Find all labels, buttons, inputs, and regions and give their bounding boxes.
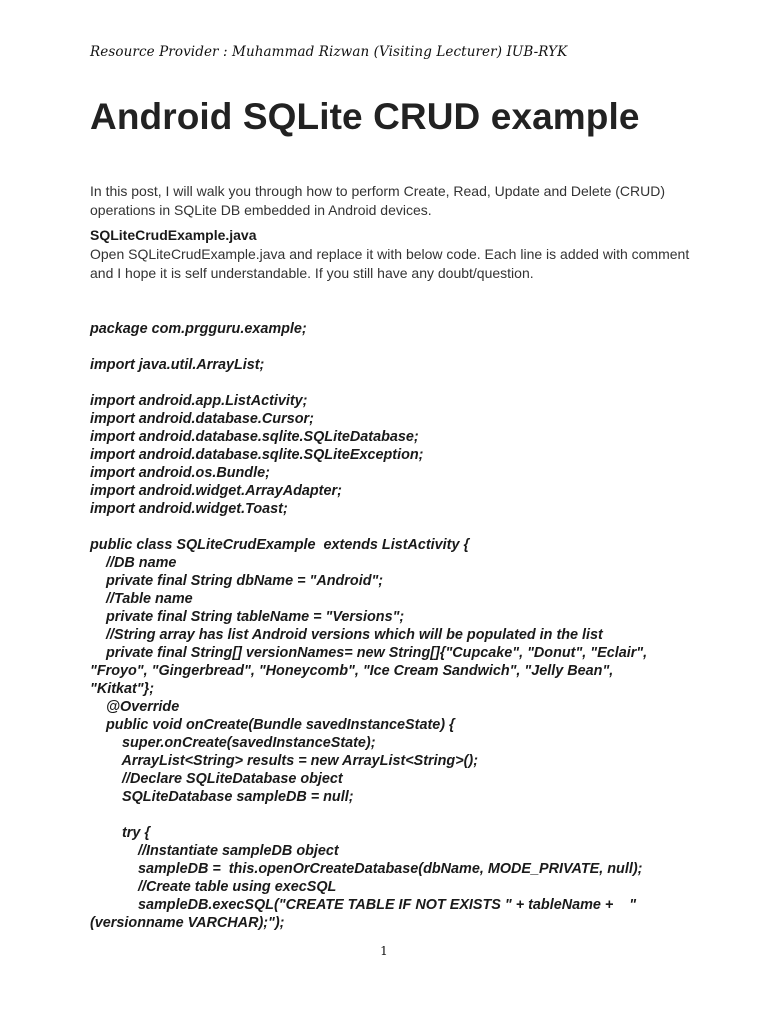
code-line: "Froyo", "Gingerbread", "Honeycomb", "Ice Cream Sandwich", "Jelly Bean", — [90, 663, 614, 679]
code-line: //Create table using execSQL — [90, 879, 337, 895]
file-description: Open SQLiteCrudExample.java and replace it with below code. Each line is added with comment and I hope it is self understandable. If you still have any doubt/question. — [90, 246, 690, 281]
code-line: import android.database.sqlite.SQLiteDatabase; — [90, 429, 419, 445]
code-line: private final String dbName = "Android"; — [90, 573, 384, 589]
code-line: //Declare SQLiteDatabase object — [90, 771, 343, 787]
code-line: public void onCreate(Bundle savedInstanceState) { — [90, 717, 455, 733]
code-line — [90, 374, 690, 392]
code-line: //Instantiate sampleDB object — [90, 843, 339, 859]
code-line: import android.database.sqlite.SQLiteException; — [90, 447, 424, 463]
code-line — [90, 518, 690, 536]
code-line: //Table name — [90, 591, 193, 607]
code-line: public class SQLiteCrudExample extends ListActivity { — [90, 537, 470, 553]
code-line: (versionname VARCHAR);"); — [90, 915, 285, 931]
code-line: "Kitkat"}; — [90, 681, 155, 697]
code-line: ArrayList<String> results = new ArrayList<String>(); — [90, 753, 478, 769]
intro-paragraph: In this post, I will walk you through how to perform Create, Read, Update and Delete (CRUD) operations in SQLite DB embedded in Android devices. — [90, 183, 666, 218]
code-line: try { — [90, 825, 150, 841]
code-line: sampleDB = this.openOrCreateDatabase(dbName, MODE_PRIVATE, null); — [90, 861, 643, 877]
file-heading: SQLiteCrudExample.java — [90, 227, 257, 243]
code-line: import android.widget.Toast; — [90, 501, 288, 517]
code-line: sampleDB.execSQL("CREATE TABLE IF NOT EXISTS " + tableName + " — [90, 897, 637, 913]
code-line — [90, 806, 690, 824]
code-line — [90, 338, 690, 356]
code-line: super.onCreate(savedInstanceState); — [90, 735, 376, 751]
resource-provider-header: Resource Provider : Muhammad Rizwan (Visiting Lecturer) IUB-RYK — [90, 44, 568, 60]
code-line: private final String tableName = "Versions"; — [90, 609, 405, 625]
code-line: import android.database.Cursor; — [90, 411, 314, 427]
code-line: @Override — [90, 699, 180, 715]
code-line: import java.util.ArrayList; — [90, 357, 265, 373]
code-block — [90, 320, 690, 932]
code-line: private final String[] versionNames= new String[]{"Cupcake", "Donut", "Eclair", — [90, 645, 648, 661]
code-line: package com.prgguru.example; — [90, 321, 307, 337]
page-number: 1 — [380, 944, 388, 958]
code-line: import android.os.Bundle; — [90, 465, 270, 481]
code-line: import android.widget.ArrayAdapter; — [90, 483, 342, 499]
page-title: Android SQLite CRUD example — [90, 96, 640, 137]
code-line: //DB name — [90, 555, 177, 571]
code-line: //String array has list Android versions which will be populated in the list — [90, 627, 603, 643]
code-line: import android.app.ListActivity; — [90, 393, 308, 409]
code-line: SQLiteDatabase sampleDB = null; — [90, 789, 354, 805]
